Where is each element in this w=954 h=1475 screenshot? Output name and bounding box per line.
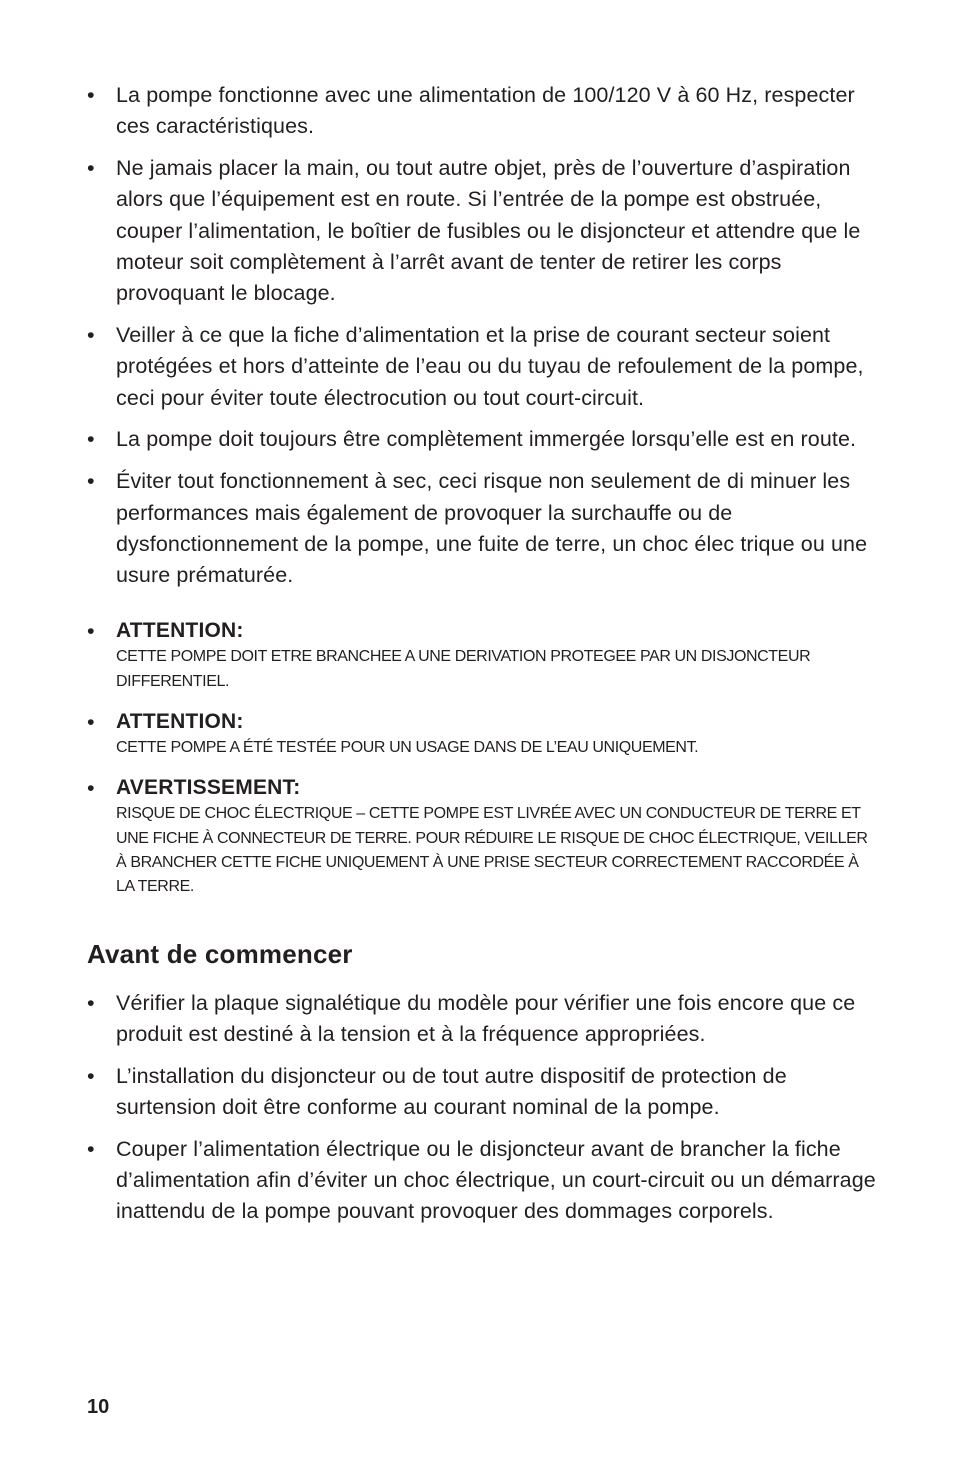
list-item-text: L’installation du disjoncteur ou de tout autre dispositif de protection de surtension doit être conforme au courant nominal de la pompe.	[116, 1063, 787, 1119]
list-item	[87, 153, 877, 309]
bullet-marker: •	[87, 427, 95, 452]
section-heading: Avant de commencer	[87, 938, 353, 969]
warning-title: ATTENTION:	[116, 710, 244, 734]
bullet-marker: •	[87, 156, 95, 181]
warning-item	[87, 708, 877, 760]
warning-body: CETTE POMPE DOIT ETRE BRANCHEE A UNE DERIVATION PROTEGEE PAR UN DISJONCTEUR DIFFERENTIEL.	[116, 648, 811, 690]
list-item	[87, 466, 877, 591]
list-item	[87, 320, 877, 414]
warning-list	[87, 617, 877, 899]
list-item-text: Vérifier la plaque signalétique du modèle pour vérifier une fois encore que ce produit est destiné à la tension et à la fréquence appropriées.	[116, 990, 856, 1046]
warning-body: CETTE POMPE A ÉTÉ TESTÉE POUR UN USAGE DANS DE L’EAU UNIQUEMENT.	[116, 739, 699, 757]
page-content	[87, 80, 877, 1238]
warning-item	[87, 617, 877, 694]
bullet-marker: •	[87, 776, 95, 801]
warning-title: ATTENTION:	[116, 619, 244, 643]
list-item-text: Couper l’alimentation électrique ou le disjoncteur avant de brancher la fiche d’alimentation afin d’éviter un choc électrique, un court-circuit ou un démarrage inattendu de la pompe pouvant provoquer des dommages corporels.	[116, 1136, 876, 1224]
list-item	[87, 1061, 877, 1124]
bullet-marker: •	[87, 1136, 95, 1161]
bullet-marker: •	[87, 990, 95, 1015]
list-item	[87, 988, 877, 1051]
warning-item	[87, 774, 877, 899]
bullet-marker: •	[87, 469, 95, 494]
list-item-text: La pompe doit toujours être complètement immergée lorsqu’elle est en route.	[116, 427, 857, 452]
bullet-marker: •	[87, 83, 95, 107]
bullet-marker: •	[87, 710, 95, 735]
before-start-bullet-list	[87, 988, 877, 1228]
bullet-marker: •	[87, 1063, 95, 1088]
list-item-text: Veiller à ce que la fiche d’alimentation et la prise de courant secteur soient protégées et hors d’atteinte de l’eau ou du tuyau de refoulement de la pompe, ceci pour éviter toute électrocution ou tout court-circuit.	[116, 323, 864, 410]
warning-title: AVERTISSEMENT:	[116, 776, 301, 800]
list-item-text: Ne jamais placer la main, ou tout autre objet, près de l’ouverture d’aspiration alors que l’équipement est en route. Si l’entrée de la pompe est obstruée, couper l’alimentation, le boîtier de fusibles ou le disjoncteur et attendre que le moteur soit complètement à l’arrêt avant de tenter de retirer les corps provoquant le blocage.	[116, 156, 861, 306]
safety-bullet-list	[87, 80, 877, 591]
warning-body: RISQUE DE CHOC ÉLECTRIQUE – CETTE POMPE EST LIVRÉE AVEC UN CONDUCTEUR DE TERRE ET UNE FICHE À CONNECTEUR DE TERRE. POUR RÉDUIRE LE RISQUE DE CHOC ÉLECTRIQUE, VEILLER À BRANCHER CETTE FICHE UNIQUEMENT À UNE PRISE SECTEUR CORRECTEMENT RACCORDÉE À LA TERRE.	[116, 805, 868, 896]
list-item	[87, 80, 877, 143]
bullet-marker: •	[87, 619, 95, 644]
bullet-marker: •	[87, 323, 95, 348]
list-item	[87, 424, 877, 455]
list-item-text: La pompe fonctionne avec une alimentation de 100/120 V à 60 Hz, respecter ces caractéristiques.	[116, 83, 855, 139]
page-number: 10	[87, 1396, 110, 1418]
list-item	[87, 1134, 877, 1228]
list-item-text: Éviter tout fonctionnement à sec, ceci risque non seulement de di minuer les performances mais également de provoquer la surchauffe ou de dysfonctionnement de la pompe, une fuite de terre, un choc élec trique ou une usure prématurée.	[116, 469, 868, 588]
